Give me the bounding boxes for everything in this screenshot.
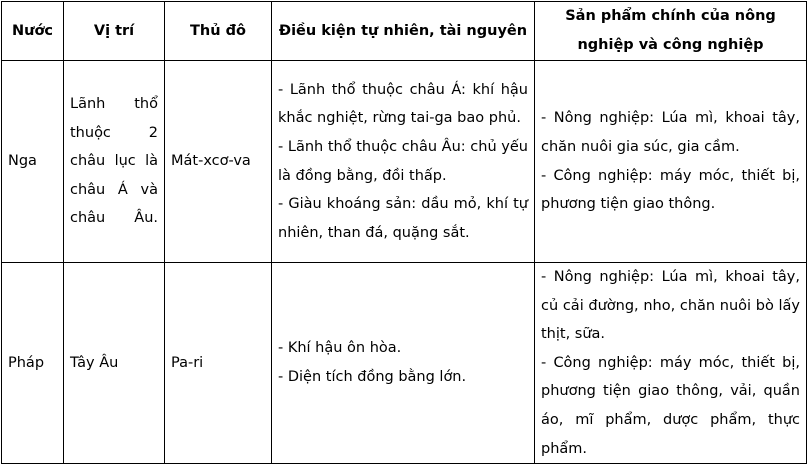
countries-table xyxy=(1,1,807,464)
header-country: Nước xyxy=(2,2,64,61)
nature-item: - Giàu khoáng sản: dầu mỏ, khí tự nhiên, than đá, quặng sắt. xyxy=(278,196,528,241)
table-row xyxy=(2,61,807,263)
country-cell: Pháp xyxy=(2,263,64,464)
nature-cell xyxy=(272,61,535,263)
capital-cell: Mát-xcơ-va xyxy=(165,61,272,263)
position-cell: Tây Âu xyxy=(64,263,165,464)
capital-cell: Pa-ri xyxy=(165,263,272,464)
position-cell: Lãnh thổ thuộc 2 châu lục là châu Á và châu Âu. xyxy=(64,61,165,263)
product-item: - Công nghiệp: máy móc, thiết bị, phương tiện giao thông. xyxy=(541,167,800,213)
products-cell xyxy=(535,61,807,263)
nature-cell xyxy=(272,263,535,464)
nature-item: - Lãnh thổ thuộc châu Á: khí hậu khắc nghiệt, rừng tai-ga bao phủ. xyxy=(278,81,528,127)
nature-item: - Diện tích đồng bằng lớn. xyxy=(278,369,467,386)
products-cell xyxy=(535,263,807,464)
header-position: Vị trí xyxy=(64,2,165,61)
header-nature: Điều kiện tự nhiên, tài nguyên xyxy=(272,2,535,61)
product-item: - Nông nghiệp: Lúa mì, khoai tây, chăn nuôi gia súc, gia cầm. xyxy=(541,110,800,155)
header-products: Sản phẩm chính của nông nghiệp và công nghiệp xyxy=(535,2,807,61)
product-item: - Công nghiệp: máy móc, thiết bị, phương tiện giao thông, vải, quần áo, mĩ phẩm, dược phẩm, thực phẩm. xyxy=(541,354,800,457)
header-capital: Thủ đô xyxy=(165,2,272,61)
table-row xyxy=(2,263,807,464)
product-item: - Nông nghiệp: Lúa mì, khoai tây, củ cải đường, nho, chăn nuôi bò lấy thịt, sữa. xyxy=(541,269,800,343)
nature-item: - Khí hậu ôn hòa. xyxy=(278,340,402,357)
country-cell: Nga xyxy=(2,61,64,263)
header-row xyxy=(2,2,807,61)
nature-item: - Lãnh thổ thuộc châu Âu: chủ yếu là đồng bằng, đồi thấp. xyxy=(278,138,528,184)
